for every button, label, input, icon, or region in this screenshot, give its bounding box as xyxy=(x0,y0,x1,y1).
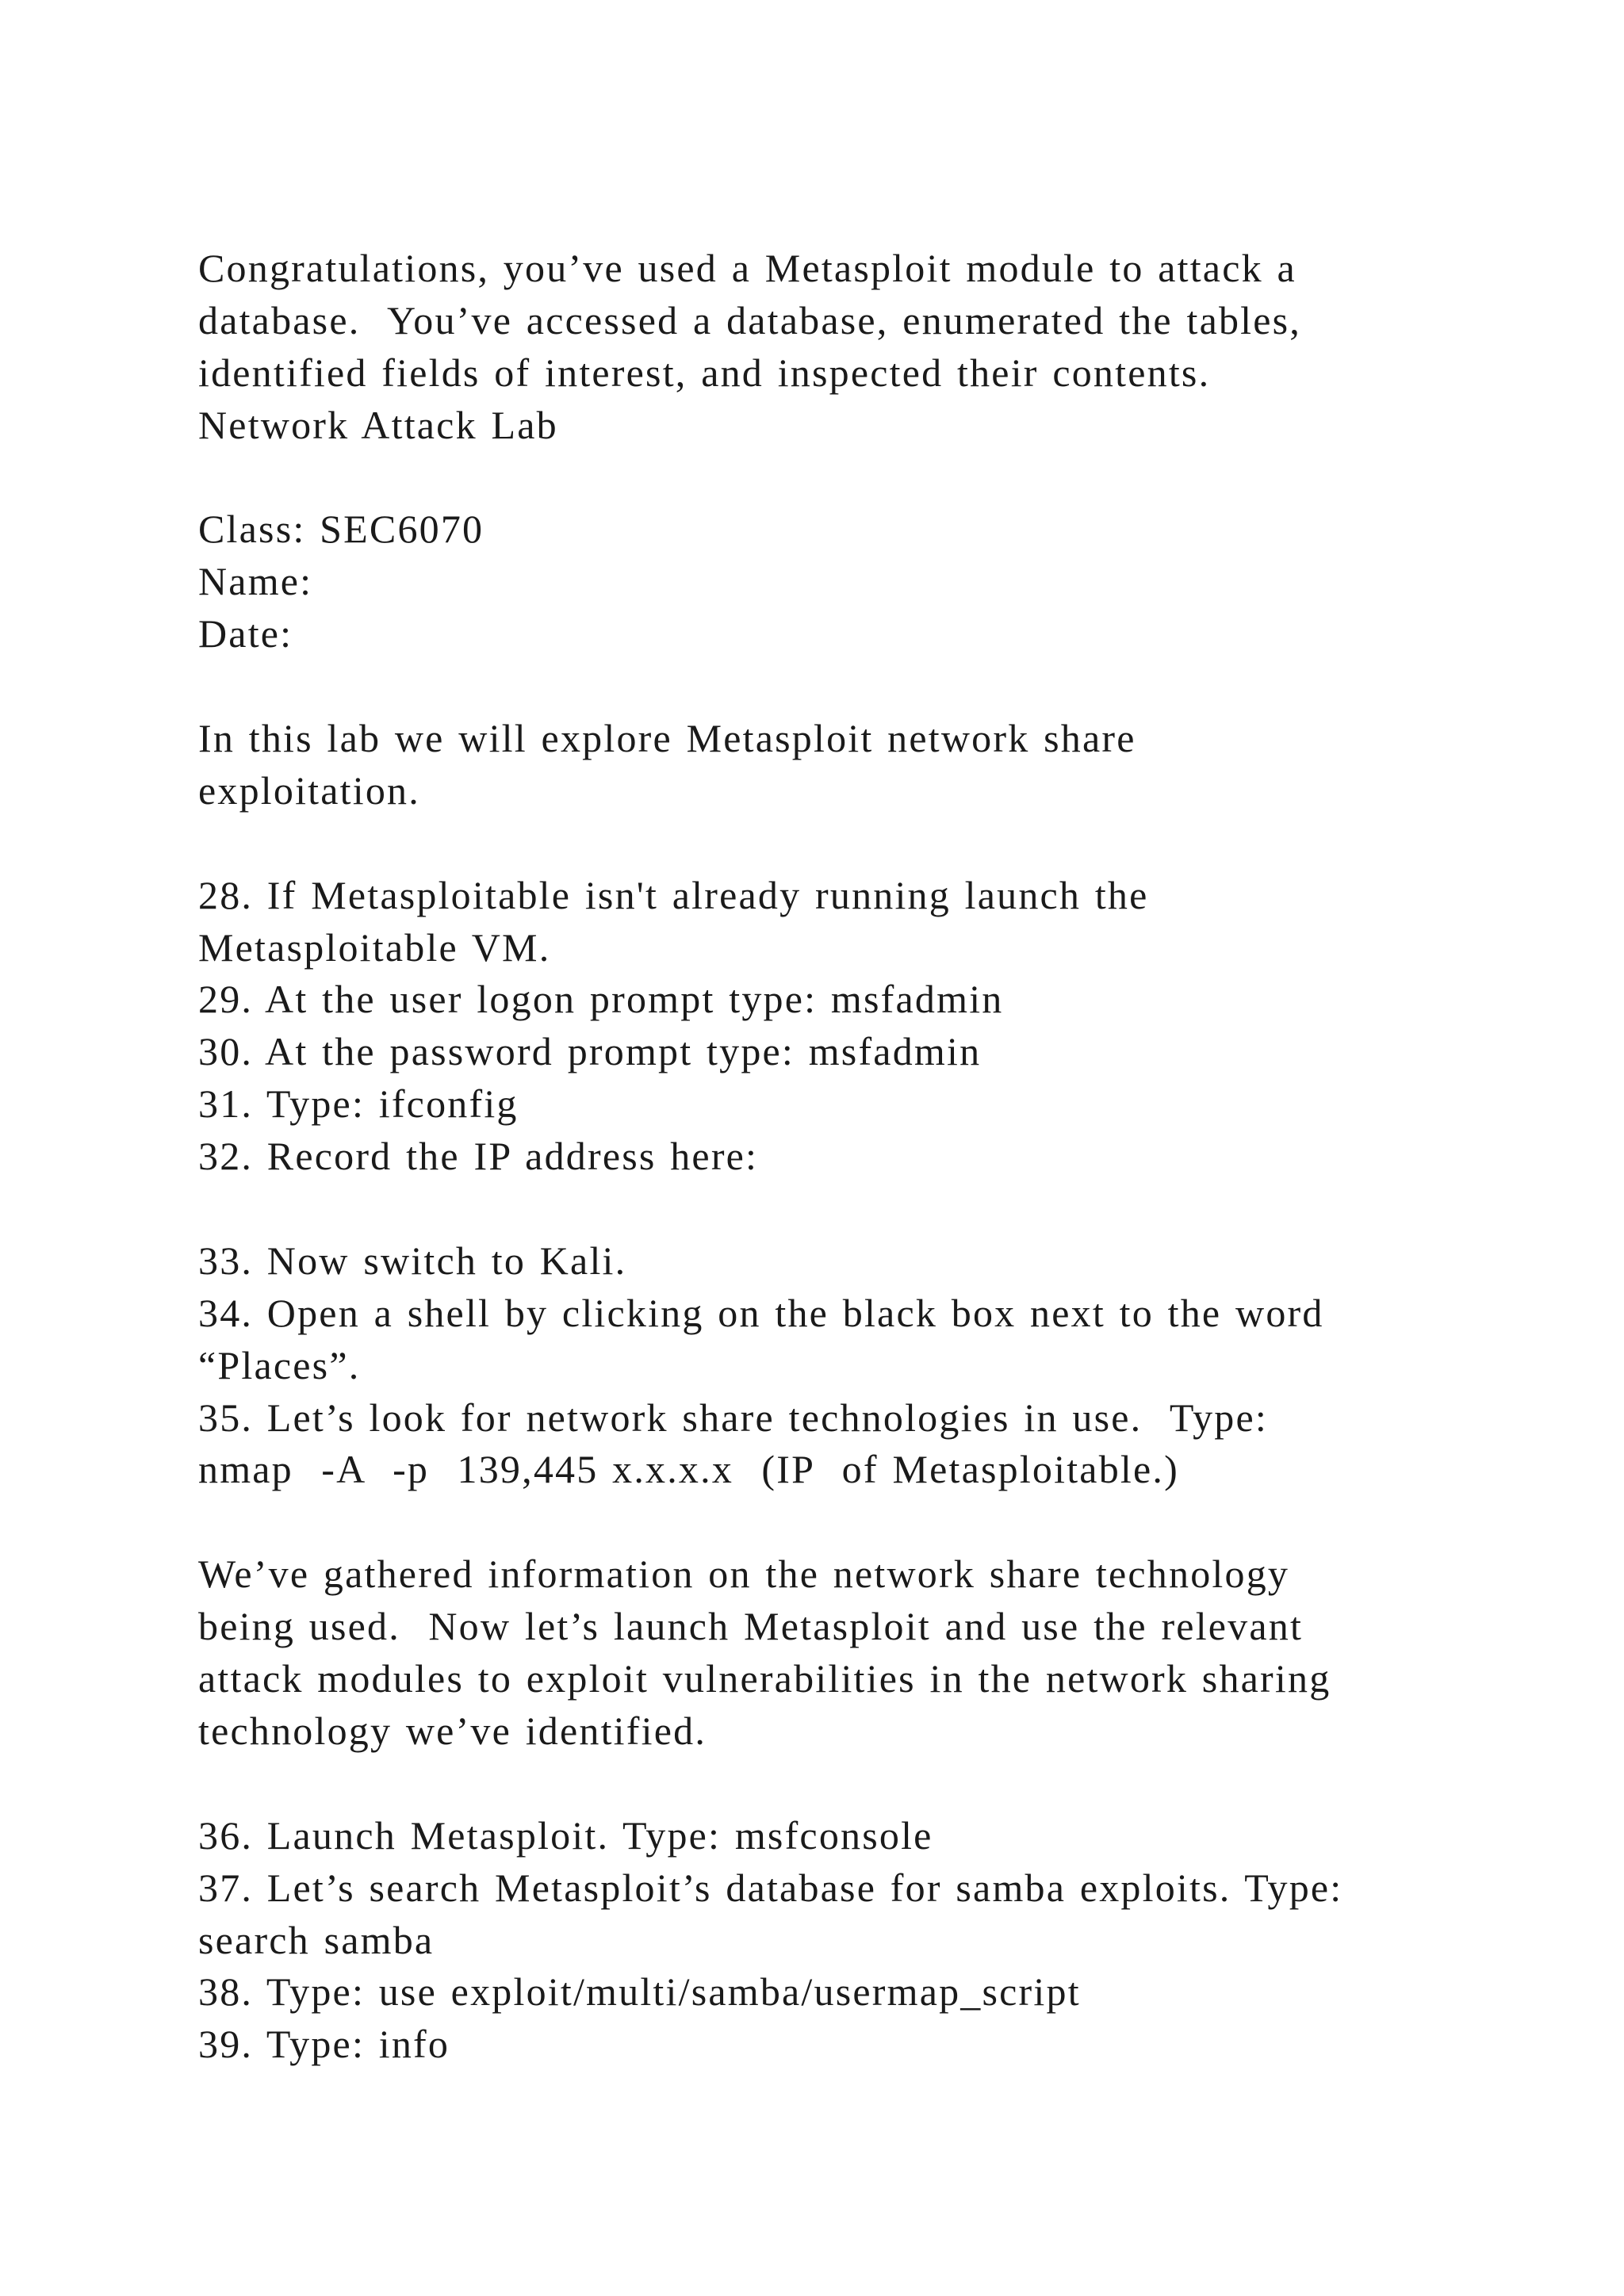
spacer xyxy=(198,660,1546,713)
name-line: Name: xyxy=(198,559,313,604)
step-28-line-1: 28. If Metasploitable isn't already running launch the xyxy=(198,872,1149,917)
document-body xyxy=(198,243,1546,2071)
date-line: Date: xyxy=(198,611,293,656)
step-29: 29. At the user logon prompt type: msfadmin xyxy=(198,977,1004,1022)
step-30: 30. At the password prompt type: msfadmin xyxy=(198,1029,982,1074)
step-31: 31. Type: ifconfig xyxy=(198,1081,519,1127)
transition-line-1: We’ve gathered information on the network share technology xyxy=(198,1552,1290,1597)
step-35-line-2: nmap -A -p 139,445 x.x.x.x (IP of Metasploitable.) xyxy=(198,1447,1179,1492)
spacer xyxy=(198,817,1546,870)
step-37-line-1: 37. Let’s search Metasploit’s database for samba exploits. Type: xyxy=(198,1865,1343,1910)
transition-line-2: being used. Now let’s launch Metasploit and use the relevant xyxy=(198,1604,1304,1649)
step-36: 36. Launch Metasploit. Type: msfconsole xyxy=(198,1812,933,1858)
spacer xyxy=(198,1758,1546,1810)
transition-line-4: technology we’ve identified. xyxy=(198,1708,707,1753)
step-34-line-1: 34. Open a shell by clicking on the black box next to the word xyxy=(198,1290,1324,1335)
class-line: Class: SEC6070 xyxy=(198,507,485,552)
overview-line-1: In this lab we will explore Metasploit network share xyxy=(198,716,1136,761)
intro-line-2: database. You’ve accessed a database, enumerated the tables, xyxy=(198,297,1302,342)
transition-line-3: attack modules to exploit vulnerabilities in the network sharing xyxy=(198,1656,1331,1701)
document-title: Network Attack Lab xyxy=(198,402,558,447)
step-28-line-2: Metasploitable VM. xyxy=(198,924,551,970)
spacer xyxy=(198,1183,1546,1235)
step-37-line-2: search samba xyxy=(198,1917,435,1962)
spacer xyxy=(198,1496,1546,1548)
step-38: 38. Type: use exploit/multi/samba/usermap_script xyxy=(198,1969,1081,2015)
step-39: 39. Type: info xyxy=(198,2022,450,2067)
step-33: 33. Now switch to Kali. xyxy=(198,1238,627,1283)
step-32: 32. Record the IP address here: xyxy=(198,1134,759,1179)
step-35-line-1: 35. Let’s look for network share technologies in use. Type: xyxy=(198,1395,1268,1440)
spacer xyxy=(198,452,1546,504)
overview-line-2: exploitation. xyxy=(198,767,420,813)
intro-line-3: identified fields of interest, and inspected their contents. xyxy=(198,350,1211,395)
step-34-line-2: “Places”. xyxy=(198,1342,361,1387)
intro-line-1: Congratulations, you’ve used a Metasploit module to attack a xyxy=(198,246,1297,290)
